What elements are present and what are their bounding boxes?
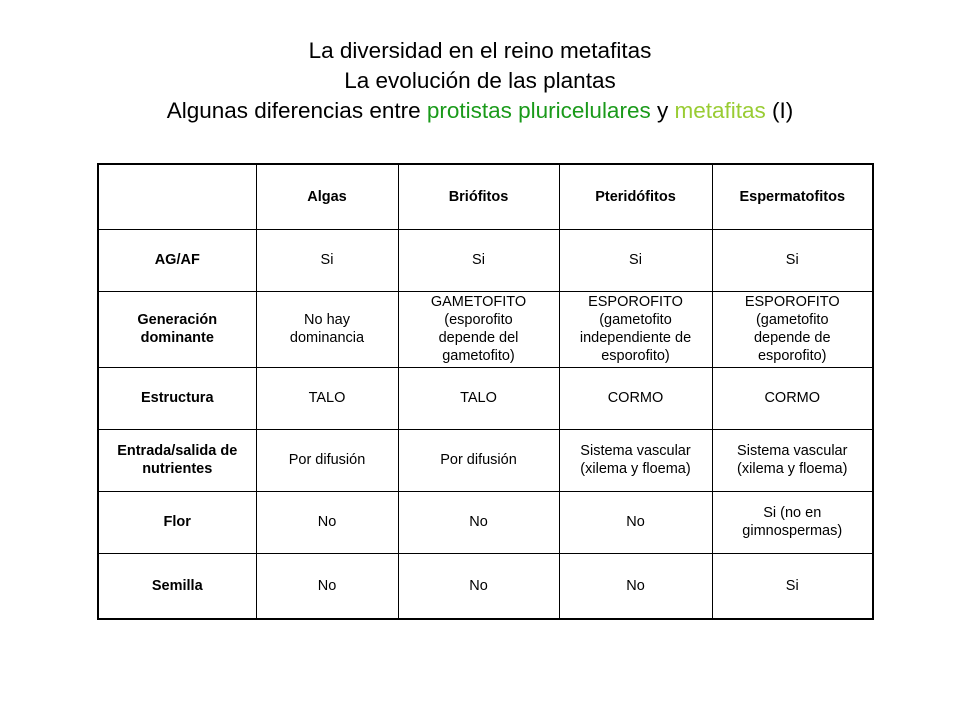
header-algas: Algas: [256, 164, 398, 229]
table-cell: CORMO: [712, 367, 873, 429]
table-cell: Por difusión: [398, 429, 559, 491]
table-cell: GAMETOFITO (esporofito depende del gametofito): [398, 291, 559, 367]
title-highlight-protistas: protistas pluricelulares: [426, 98, 651, 123]
table-row: [98, 367, 873, 429]
table-cell: Si: [712, 229, 873, 291]
row-label: AG/AF: [98, 229, 256, 291]
table-cell: No: [398, 491, 559, 553]
table-cell: Sistema vascular (xilema y floema): [559, 429, 712, 491]
title-line-3-middle: y: [650, 98, 675, 123]
header-corner: [98, 164, 256, 229]
title-line-1: La diversidad en el reino metafitas: [308, 38, 652, 63]
table-row: [98, 429, 873, 491]
header-briofitos: Briófitos: [398, 164, 559, 229]
table-cell: ESPOROFITO (gametofito independiente de esporofito): [559, 291, 712, 367]
title-line-3: [0, 96, 960, 126]
table-header-row: [98, 164, 873, 229]
table-row: [98, 291, 873, 367]
table-cell: No: [256, 491, 398, 553]
row-label: Estructura: [98, 367, 256, 429]
title-highlight-metafitas: metafitas: [674, 98, 766, 123]
title-line-3-suffix: (I): [765, 98, 794, 123]
table-row: [98, 491, 873, 553]
slide-title: [0, 36, 960, 126]
table-cell: No: [398, 553, 559, 619]
header-pteridofitos: Pteridófitos: [559, 164, 712, 229]
table-cell: Si: [559, 229, 712, 291]
header-espermatofitos: Espermatofitos: [712, 164, 873, 229]
title-line-2: La evolución de las plantas: [344, 68, 616, 93]
row-label: Flor: [98, 491, 256, 553]
table-cell: ESPOROFITO (gametofito depende de esporofito): [712, 291, 873, 367]
row-label: Semilla: [98, 553, 256, 619]
title-line-3-prefix: Algunas diferencias entre: [166, 98, 427, 123]
table-row: [98, 553, 873, 619]
table-cell: No: [256, 553, 398, 619]
row-label: Generación dominante: [98, 291, 256, 367]
table-cell: No: [559, 491, 712, 553]
table-cell: Por difusión: [256, 429, 398, 491]
table-row: [98, 229, 873, 291]
comparison-table: [97, 163, 874, 620]
table-cell: Si: [712, 553, 873, 619]
table-cell: Sistema vascular (xilema y floema): [712, 429, 873, 491]
table-cell: No: [559, 553, 712, 619]
table-cell: Si: [398, 229, 559, 291]
table-cell: Si: [256, 229, 398, 291]
table-cell: No hay dominancia: [256, 291, 398, 367]
table-cell: TALO: [398, 367, 559, 429]
table-cell: TALO: [256, 367, 398, 429]
table-cell: CORMO: [559, 367, 712, 429]
table-cell: Si (no en gimnospermas): [712, 491, 873, 553]
row-label: Entrada/salida de nutrientes: [98, 429, 256, 491]
